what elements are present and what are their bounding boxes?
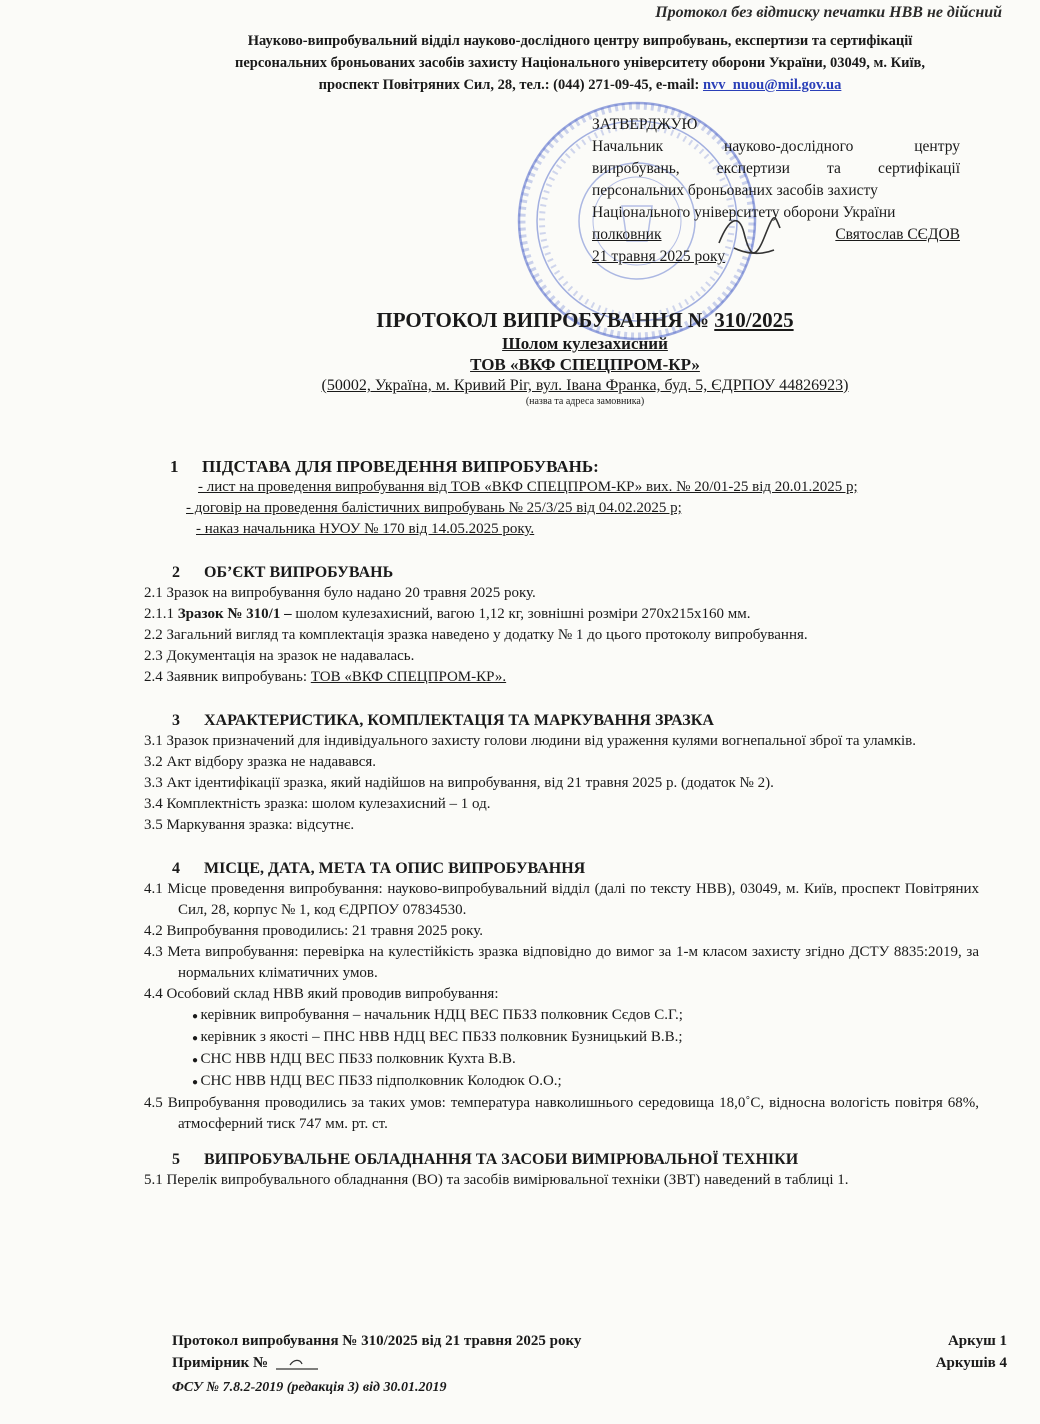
validity-note: Протокол без відтиску печатки НВВ не дійсний bbox=[655, 4, 1002, 21]
footer-row-1 bbox=[172, 1330, 1007, 1352]
paragraph: 3.1 Зразок призначений для індивідуального захисту голови людини від ураження кулями вогнепальної зброї та уламків. bbox=[144, 733, 916, 749]
paragraph: 4.1 Місце проведення випробування: науково-випробувальний відділ (далі по тексту НВВ), 03049, м. Київ, проспект Повітряних Сил, 28, корпус № 1, код ЄДРПОУ 07834530. bbox=[144, 881, 979, 918]
approval-line-3: випробувань, експертизи та сертифікації bbox=[592, 160, 960, 177]
protocol-number: 310/2025 bbox=[714, 308, 794, 332]
section-title-text: ВИПРОБУВАЛЬНЕ ОБЛАДНАННЯ ТА ЗАСОБИ ВИМІРЮВАЛЬНОЇ ТЕХНІКИ bbox=[204, 1151, 799, 1168]
approval-signatory: Святослав СЄДОВ bbox=[835, 226, 960, 243]
approval-line-2: Начальник науково-дослідного центру bbox=[592, 138, 960, 155]
protocol-title bbox=[150, 308, 1020, 333]
form-code: ФСУ № 7.8.2-2019 (редакція 3) від 30.01.2019 bbox=[172, 1380, 447, 1395]
paragraph: 4.2 Випробування проводились: 21 травня 2025 року. bbox=[144, 923, 484, 939]
section-number: 2 bbox=[172, 564, 180, 581]
applicant-name: ТОВ «ВКФ СПЕЦПРОМ-КР». bbox=[310, 669, 507, 685]
approval-rank: полковник bbox=[592, 226, 662, 243]
copy-number-mark bbox=[272, 1357, 322, 1371]
protocol-title-block bbox=[150, 308, 1020, 408]
product-name: Шолом кулезахисний bbox=[502, 334, 668, 353]
paragraph: 3.2 Акт відбору зразка не надавався. bbox=[144, 754, 377, 770]
paragraph-number: 2.1.1 bbox=[144, 606, 178, 622]
page-footer bbox=[172, 1330, 1007, 1374]
footer-protocol-ref: Протокол випробування № 310/2025 від 21 травня 2025 року bbox=[172, 1333, 582, 1349]
section-number: 4 bbox=[172, 860, 180, 877]
handwritten-signature bbox=[714, 208, 784, 268]
section-number: 5 bbox=[172, 1151, 180, 1168]
paragraph bbox=[144, 604, 1007, 625]
email-link[interactable]: nvv_nuou@mil.gov.ua bbox=[702, 77, 842, 93]
header-line-3 bbox=[150, 74, 1010, 96]
customer-address-note: (назва та адреса замовника) bbox=[525, 396, 645, 407]
section-title-text: ХАРАКТЕРИСТИКА, КОМПЛЕКТАЦІЯ ТА МАРКУВАННЯ ЗРАЗКА bbox=[204, 712, 714, 729]
staff-list bbox=[144, 1005, 979, 1093]
section-5-content bbox=[144, 1170, 1007, 1191]
footer-copy-label: Примірник № bbox=[172, 1355, 269, 1371]
paragraph: 5.1 Перелік випробувального обладнання (ВО) та засобів вимірювальної техніки (ЗВТ) наведений в таблиці 1. bbox=[144, 1172, 849, 1188]
paragraph: 4.3 Мета випробування: перевірка на кулестійкість зразка відповідно до вимог за 1-м класом захисту згідно ДСТУ 8835:2019, за нормальних кліматичних умов. bbox=[144, 944, 979, 981]
section-number: 3 bbox=[172, 712, 180, 729]
organization-header bbox=[150, 30, 1010, 96]
staff-item: ● керівник випробування – начальник НДЦ ВЕС ПБЗЗ полковник Сєдов С.Г.; bbox=[192, 1005, 979, 1027]
footer-sheet: Аркуш 1 bbox=[947, 1333, 1007, 1349]
paragraph: 3.3 Акт ідентифікації зразка, який надійшов на випробування, від 21 травня 2025 р. (додаток № 2). bbox=[144, 775, 774, 791]
paragraph: 3.5 Маркування зразка: відсутнє. bbox=[144, 817, 355, 833]
header-line-2: персональних броньованих засобів захисту Національного університету оборони України, 03049, м. Київ, bbox=[234, 55, 926, 71]
paragraph: 2.3 Документація на зразок не надавалась. bbox=[144, 648, 415, 664]
approval-date: 21 травня 2025 року bbox=[592, 248, 726, 265]
paragraph: 4.5 Випробування проводились за таких умов: температура навколишнього середовища 18,0˚С, відносна вологість повітря 68%, атмосферний тиск 747 мм. рт. ст. bbox=[144, 1095, 979, 1132]
section-number: 1 bbox=[170, 457, 179, 476]
section-title-text: ОБ’ЄКТ ВИПРОБУВАНЬ bbox=[204, 564, 394, 581]
section-4-content bbox=[144, 879, 979, 1135]
footer-copy-number bbox=[172, 1352, 322, 1374]
protocol-body bbox=[144, 456, 1007, 1191]
section-4-title bbox=[172, 858, 1007, 879]
approval-line-5: Національного університету оборони України bbox=[592, 204, 896, 221]
sample-id: Зразок № 310/1 – bbox=[177, 606, 292, 622]
header-contacts: проспект Повітряних Сил, 28, тел.: (044) 271-09-45, e-mail: bbox=[318, 77, 700, 93]
paragraph: 3.4 Комплектність зразка: шолом кулезахисний – 1 од. bbox=[144, 796, 491, 812]
approval-heading: ЗАТВЕРДЖУЮ bbox=[592, 116, 698, 133]
paragraph bbox=[144, 667, 1007, 688]
customer-name: ТОВ «ВКФ СПЕЦПРОМ-КР» bbox=[470, 355, 700, 374]
approval-line-4: персональних броньованих засобів захисту bbox=[592, 182, 878, 199]
staff-item: ● СНС НВВ НДЦ ВЕС ПБЗЗ полковник Кухта В.В. bbox=[192, 1049, 979, 1071]
footer-sheet-count: Аркушів 4 bbox=[935, 1355, 1007, 1371]
footer-row-2 bbox=[172, 1352, 1007, 1374]
basis-item: - наказ начальника НУОУ № 170 від 14.05.2025 року. bbox=[196, 521, 535, 537]
paragraph: 2.1 Зразок на випробування було надано 20 травня 2025 року. bbox=[144, 585, 536, 601]
section-2-title bbox=[172, 562, 1007, 583]
staff-item: ● керівник з якості – ПНС НВВ НДЦ ВЕС ПБЗЗ полковник Бузницький В.В.; bbox=[192, 1027, 979, 1049]
protocol-title-text: ПРОТОКОЛ ВИПРОБУВАННЯ № bbox=[376, 308, 715, 332]
section-2-content bbox=[144, 583, 1007, 688]
section-1-title bbox=[170, 456, 1007, 477]
basis-item: - лист на проведення випробування від ТОВ «ВКФ СПЕЦПРОМ-КР» вих. № 20/01-25 від 20.01.2025 р; bbox=[198, 479, 858, 495]
section-3-content bbox=[144, 731, 1009, 836]
staff-item: ● СНС НВВ НДЦ ВЕС ПБЗЗ підполковник Колодюк О.О.; bbox=[192, 1071, 979, 1093]
section-3-title bbox=[172, 710, 1007, 731]
section-5-title bbox=[172, 1149, 1007, 1170]
header-line-1: Науково-випробувальний відділ науково-дослідного центру випробувань, експертизи та сертифікації bbox=[247, 33, 913, 49]
sample-description: шолом кулезахисний, вагою 1,12 кг, зовнішні розміри 270x215x160 мм. bbox=[291, 606, 751, 622]
section-1-list bbox=[172, 477, 1007, 540]
basis-item: - договір на проведення балістичних випробувань № 25/3/25 від 04.02.2025 р; bbox=[186, 500, 682, 516]
applicant-label: 2.4 Заявник випробувань: bbox=[144, 669, 311, 685]
paragraph: 4.4 Особовий склад НВВ який проводив випробування: bbox=[144, 986, 499, 1002]
section-title-text: ПІДСТАВА ДЛЯ ПРОВЕДЕННЯ ВИПРОБУВАНЬ: bbox=[202, 457, 599, 476]
customer-address: (50002, Україна, м. Кривий Ріг, вул. Івана Франка, буд. 5, ЄДРПОУ 44826923) bbox=[321, 377, 849, 394]
section-title-text: МІСЦЕ, ДАТА, МЕТА ТА ОПИС ВИПРОБУВАННЯ bbox=[204, 860, 586, 877]
paragraph: 2.2 Загальний вигляд та комплектація зразка наведено у додатку № 1 до цього протоколу випробування. bbox=[144, 627, 808, 643]
